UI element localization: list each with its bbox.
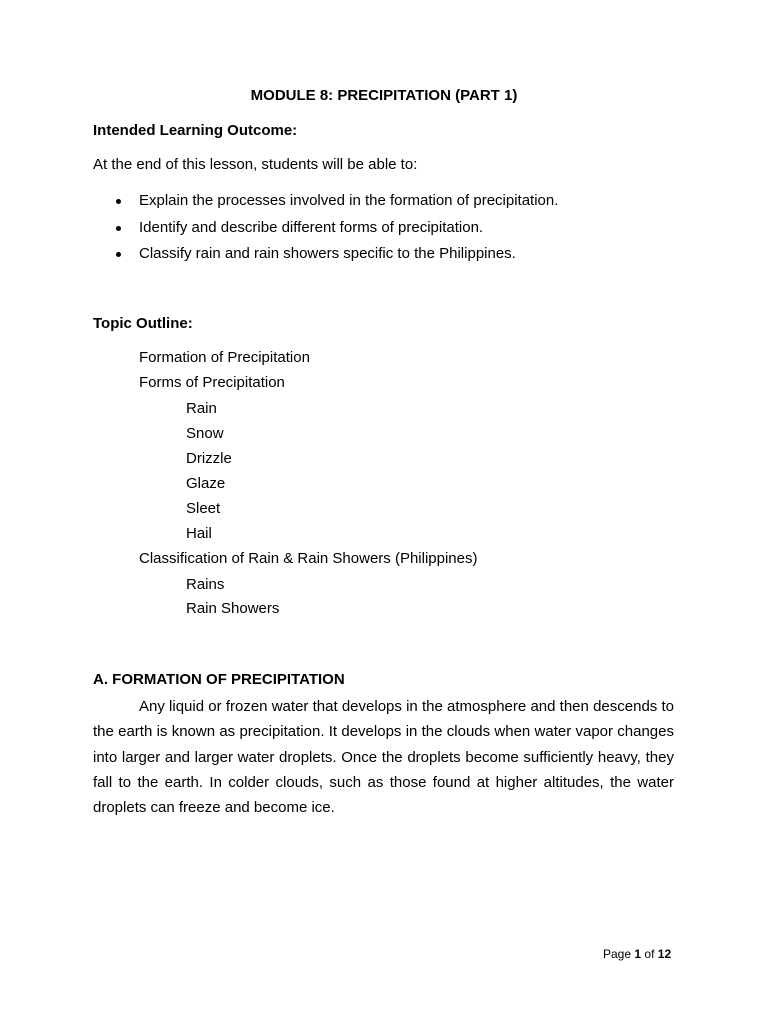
- outline-subitem: Rain: [186, 400, 217, 417]
- section-a-heading: A. FORMATION OF PRECIPITATION: [93, 671, 345, 688]
- of-label: of: [644, 947, 655, 961]
- outline-item-formation: Formation of Precipitation: [139, 349, 310, 366]
- module-title: MODULE 8: PRECIPITATION (PART 1): [250, 87, 518, 104]
- page-footer: [603, 947, 671, 961]
- outline-item-forms: Forms of Precipitation: [139, 374, 285, 391]
- bullet-icon: [116, 226, 121, 231]
- outline-subitem: Sleet: [186, 500, 221, 517]
- outline-subitem: Glaze: [186, 475, 226, 492]
- outline-subitem: Drizzle: [186, 450, 232, 467]
- outline-item-classification: Classification of Rain & Rain Showers (Philippines): [139, 550, 478, 567]
- intro-text: At the end of this lesson, students will be able to:: [93, 156, 418, 173]
- ilo-heading: Intended Learning Outcome:: [93, 122, 298, 139]
- list-item: [93, 245, 558, 272]
- outcome-text: Identify and describe different forms of precipitation.: [139, 218, 484, 236]
- topic-outline-heading: Topic Outline:: [93, 315, 193, 332]
- bullet-icon: [116, 252, 121, 257]
- list-item: [93, 219, 558, 246]
- outcome-text: Explain the processes involved in the formation of precipitation.: [139, 192, 559, 209]
- outline-subitem: Rains: [186, 576, 225, 593]
- page-label: Page: [603, 947, 632, 961]
- outcome-text: Classify rain and rain showers specific to the Philippines.: [139, 245, 516, 262]
- total-pages-number: 12: [657, 947, 672, 961]
- learning-outcomes-list: [93, 192, 558, 272]
- section-a-paragraph: Any liquid or frozen water that develops in the atmosphere and then descends to the earth is known as precipitation. It develops in the clouds when water vapor changes into larger and larger water droplets. Once the droplets become sufficiently heavy, they fall to the earth. In colder clouds, such as those found at higher altitudes, the water droplets can freeze and become ice.: [93, 698, 674, 817]
- outline-subitem: Snow: [186, 425, 224, 442]
- bullet-icon: [116, 199, 121, 204]
- list-item: [93, 192, 558, 219]
- current-page-number: 1: [634, 947, 642, 961]
- outline-subitem: Rain Showers: [186, 600, 280, 617]
- outline-subitem: Hail: [186, 525, 212, 542]
